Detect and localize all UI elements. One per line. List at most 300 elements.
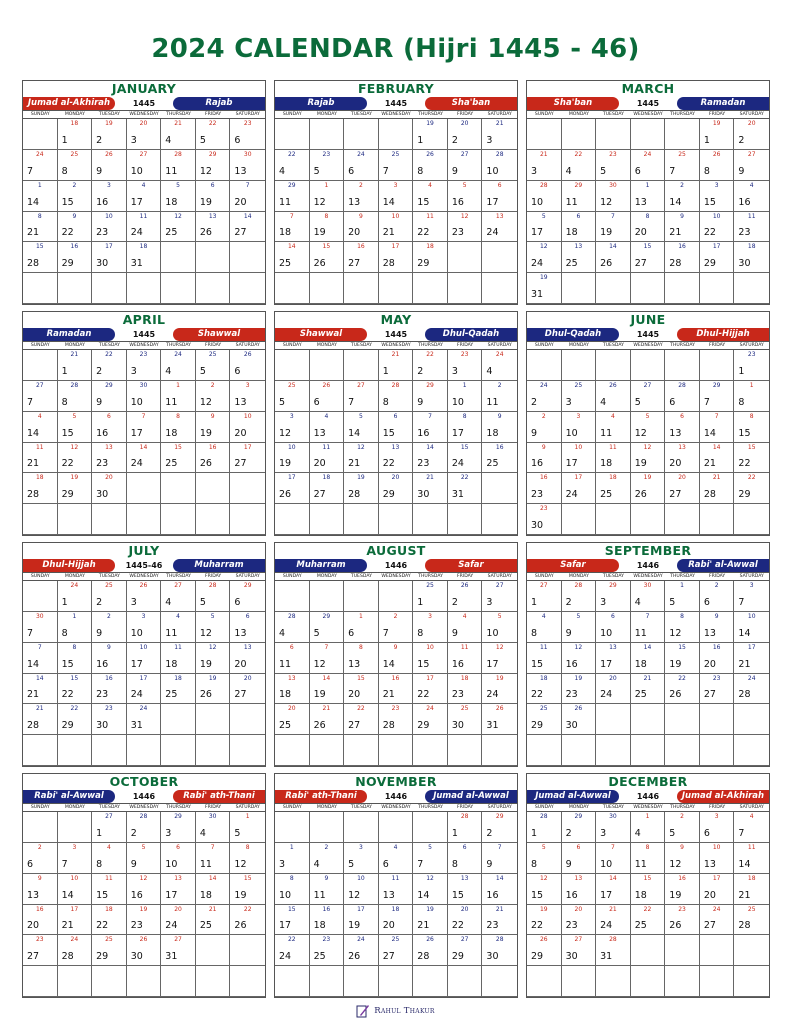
day-cell — [379, 212, 414, 243]
hijri-day: 15 — [643, 243, 652, 251]
day-cell — [344, 581, 379, 612]
weekday-label: MONDAY — [316, 112, 337, 117]
hijri-day: 3 — [393, 181, 398, 189]
day-cell — [92, 150, 127, 181]
hijri-day: 14 — [322, 674, 331, 682]
weekday-label: TUESDAY — [602, 805, 624, 810]
day-cell — [58, 504, 93, 535]
hijri-day: 24 — [747, 674, 756, 682]
hijri-day: 6 — [245, 612, 250, 620]
gregorian-day: 23 — [738, 227, 751, 239]
day-cell — [161, 181, 196, 212]
gregorian-day: 9 — [738, 165, 745, 177]
gregorian-day: 5 — [199, 134, 206, 146]
gregorian-day: 28 — [348, 489, 361, 501]
day-cell — [196, 581, 231, 612]
day-cell — [665, 735, 700, 766]
day-cell — [161, 581, 196, 612]
day-cell — [127, 874, 162, 905]
hijri-day: 1 — [324, 181, 329, 189]
gregorian-day: 15 — [531, 889, 544, 901]
day-cell — [58, 273, 93, 304]
day-cell — [92, 612, 127, 643]
hijri-day: 1 — [37, 181, 42, 189]
day-cell — [161, 150, 196, 181]
hijri-day: 5 — [541, 843, 546, 851]
day-cell — [344, 350, 379, 381]
weekday-label: THURSDAY — [418, 343, 443, 348]
day-cell — [275, 643, 310, 674]
day-cell — [734, 181, 769, 212]
hijri-day: 9 — [107, 643, 111, 651]
hijri-day: 26 — [495, 705, 504, 713]
day-cell — [196, 966, 231, 997]
hijri-day: 4 — [176, 612, 180, 620]
day-cell — [275, 735, 310, 766]
hijri-day: 13 — [105, 443, 113, 451]
hijri-day: 12 — [426, 874, 434, 882]
hijri-day: 29 — [574, 813, 583, 820]
day-cell — [562, 381, 597, 412]
day-cell — [230, 966, 265, 997]
hijri-day: 1 — [645, 181, 650, 189]
gregorian-day: 18 — [600, 458, 613, 470]
hijri-day: 25 — [287, 381, 296, 389]
hijri-month-right: Rabi' al-Awwal — [677, 559, 769, 572]
hijri-day: 21 — [208, 905, 217, 913]
day-cell — [527, 812, 562, 843]
gregorian-day: 23 — [486, 920, 499, 932]
month-name: MAY — [380, 312, 412, 327]
gregorian-day: 15 — [61, 658, 74, 670]
gregorian-day: 22 — [531, 920, 544, 932]
day-cell — [310, 443, 345, 474]
gregorian-day: 13 — [348, 658, 361, 670]
gregorian-day: 12 — [199, 627, 212, 639]
gregorian-day: 28 — [738, 920, 751, 932]
gregorian-day: 6 — [348, 627, 355, 639]
hijri-day: 4 — [37, 412, 42, 420]
day-cell — [344, 843, 379, 874]
gregorian-day: 22 — [417, 689, 430, 701]
day-cell — [275, 612, 310, 643]
day-cell — [700, 643, 735, 674]
day-cell — [379, 119, 414, 150]
day-cell — [413, 150, 448, 181]
day-cell — [379, 412, 414, 443]
day-cell — [196, 212, 231, 243]
day-cell — [379, 150, 414, 181]
day-cell — [665, 874, 700, 905]
gregorian-day: 14 — [27, 658, 40, 670]
page-title: 2024 CALENDAR (Hijri 1445 - 46) — [151, 34, 640, 64]
hijri-day: 15 — [643, 874, 652, 882]
day-cell — [562, 504, 597, 535]
day-cell — [734, 350, 769, 381]
gregorian-day: 31 — [451, 489, 464, 501]
hijri-day: 3 — [141, 612, 146, 620]
hijri-day: 6 — [576, 843, 581, 851]
day-cell — [23, 905, 58, 936]
day-cell — [482, 273, 517, 304]
gregorian-day: 11 — [313, 889, 326, 901]
hijri-day: 19 — [70, 474, 79, 482]
gregorian-day: 30 — [738, 258, 751, 270]
hijri-day: 15 — [174, 443, 182, 451]
gregorian-day: 14 — [61, 889, 74, 901]
month-december — [526, 773, 770, 998]
day-cell — [379, 843, 414, 874]
gregorian-day: 3 — [600, 827, 607, 839]
gregorian-day: 11 — [600, 427, 613, 439]
weekday-label: SUNDAY — [30, 574, 50, 579]
hijri-day: 2 — [210, 381, 215, 389]
day-cell — [196, 704, 231, 735]
gregorian-day: 26 — [279, 489, 292, 501]
hijri-day: 22 — [287, 150, 296, 158]
day-cell — [230, 905, 265, 936]
gregorian-day: 7 — [348, 396, 355, 408]
weekday-label: THURSDAY — [670, 112, 695, 117]
day-cell — [482, 181, 517, 212]
hijri-day: 20 — [678, 474, 686, 482]
weekday-label: SATURDAY — [487, 343, 512, 348]
weekday-label: MONDAY — [64, 805, 85, 810]
hijri-month-left: Ramadan — [23, 328, 115, 341]
day-cell — [596, 674, 631, 705]
day-cell — [596, 874, 631, 905]
day-cell — [58, 612, 93, 643]
day-cell — [665, 473, 700, 504]
gregorian-day: 5 — [669, 827, 676, 839]
gregorian-day: 11 — [199, 858, 212, 870]
hijri-day: 13 — [460, 874, 469, 882]
hijri-day: 14 — [609, 243, 617, 251]
gregorian-day: 18 — [165, 658, 178, 670]
hijri-day: 28 — [539, 813, 548, 820]
gregorian-day: 17 — [130, 427, 143, 439]
hijri-day: 29 — [712, 381, 721, 389]
day-cell — [596, 643, 631, 674]
day-cell — [700, 935, 735, 966]
gregorian-day: 25 — [313, 951, 326, 963]
day-cell — [631, 735, 666, 766]
day-cell — [344, 119, 379, 150]
day-cell — [344, 412, 379, 443]
hijri-day: 4 — [749, 181, 754, 189]
hijri-day: 1 — [176, 381, 180, 389]
day-cell — [448, 473, 483, 504]
day-cell — [665, 843, 700, 874]
gregorian-day: 22 — [61, 227, 74, 239]
gregorian-day: 26 — [669, 689, 682, 701]
day-cell — [596, 242, 631, 273]
gregorian-day: 17 — [486, 658, 499, 670]
gregorian-day: 13 — [703, 858, 716, 870]
day-cell — [127, 935, 162, 966]
hijri-day: 21 — [70, 351, 79, 358]
hijri-day: 26 — [139, 936, 148, 944]
day-cell — [413, 704, 448, 735]
gregorian-day: 1 — [96, 827, 103, 839]
gregorian-day: 18 — [565, 227, 578, 239]
months-grid — [22, 80, 770, 998]
day-cell — [631, 935, 666, 966]
gregorian-day: 3 — [279, 858, 286, 870]
day-cell — [196, 905, 231, 936]
gregorian-day: 23 — [451, 689, 464, 701]
gregorian-day: 13 — [669, 427, 682, 439]
gregorian-day: 21 — [417, 920, 430, 932]
gregorian-day: 12 — [669, 858, 682, 870]
hijri-day: 5 — [541, 212, 546, 220]
hijri-day: 24 — [357, 936, 365, 944]
hijri-day: 23 — [678, 905, 686, 913]
gregorian-day: 31 — [130, 720, 143, 732]
gregorian-day: 15 — [96, 889, 109, 901]
day-cell — [275, 843, 310, 874]
day-cell — [562, 212, 597, 243]
hijri-year: 1446 — [636, 561, 660, 570]
hijri-day: 7 — [245, 181, 250, 189]
day-cell — [562, 874, 597, 905]
hijri-day: 28 — [287, 612, 296, 620]
gregorian-day: 13 — [234, 396, 247, 408]
day-cell — [23, 735, 58, 766]
gregorian-day: 5 — [313, 165, 320, 177]
day-cell — [379, 181, 414, 212]
day-cell — [58, 181, 93, 212]
weekday-label: TUESDAY — [98, 112, 120, 117]
gregorian-day: 30 — [417, 489, 430, 501]
day-cell — [92, 181, 127, 212]
day-cell — [631, 643, 666, 674]
gregorian-day: 11 — [634, 858, 647, 870]
hijri-day: 11 — [747, 212, 756, 220]
hijri-day: 21 — [426, 474, 434, 482]
hijri-day: 20 — [139, 120, 148, 127]
hijri-month-bar — [275, 97, 517, 110]
day-cell — [631, 381, 666, 412]
gregorian-day: 25 — [279, 720, 292, 732]
gregorian-day: 21 — [382, 227, 395, 239]
hijri-day: 9 — [324, 874, 329, 882]
hijri-day: 9 — [359, 212, 363, 220]
day-cell — [448, 504, 483, 535]
hijri-day: 27 — [460, 150, 469, 158]
gregorian-day: 16 — [451, 658, 464, 670]
day-cell — [310, 812, 345, 843]
gregorian-day: 17 — [565, 458, 578, 470]
hijri-day: 19 — [495, 674, 504, 682]
day-cell — [448, 119, 483, 150]
hijri-day: 15 — [747, 443, 756, 451]
weekday-label: SATURDAY — [739, 574, 764, 579]
day-cell — [562, 443, 597, 474]
day-cell — [596, 212, 631, 243]
gregorian-day: 11 — [565, 196, 578, 208]
day-cell — [23, 966, 58, 997]
hijri-day: 25 — [574, 381, 583, 389]
hijri-day: 23 — [243, 120, 252, 127]
day-cell — [631, 812, 666, 843]
hijri-day: 7 — [611, 843, 615, 851]
days-grid — [275, 119, 517, 304]
hijri-day: 24 — [495, 351, 504, 358]
hijri-day: 8 — [37, 212, 42, 220]
day-cell — [631, 473, 666, 504]
day-cell — [58, 473, 93, 504]
day-cell — [127, 150, 162, 181]
gregorian-day: 4 — [199, 827, 206, 839]
gregorian-day: 14 — [348, 427, 361, 439]
gregorian-day: 19 — [199, 196, 212, 208]
gregorian-day: 2 — [486, 827, 493, 839]
gregorian-day: 15 — [417, 658, 430, 670]
day-cell — [344, 674, 379, 705]
day-cell — [344, 905, 379, 936]
day-cell — [344, 704, 379, 735]
hijri-day: 28 — [391, 381, 400, 389]
gregorian-day: 27 — [669, 489, 682, 501]
day-cell — [379, 581, 414, 612]
hijri-day: 2 — [37, 843, 42, 851]
day-cell — [127, 905, 162, 936]
hijri-day: 3 — [576, 412, 581, 420]
hijri-day: 15 — [35, 243, 44, 251]
day-cell — [127, 674, 162, 705]
hijri-day: 2 — [541, 412, 546, 420]
day-cell — [665, 643, 700, 674]
gregorian-day: 25 — [165, 458, 178, 470]
gregorian-day: 14 — [27, 427, 40, 439]
day-cell — [92, 674, 127, 705]
gregorian-day: 31 — [600, 951, 613, 963]
day-cell — [631, 674, 666, 705]
day-cell — [275, 874, 310, 905]
weekday-label: THURSDAY — [166, 805, 191, 810]
day-cell — [230, 812, 265, 843]
gregorian-day: 5 — [234, 827, 241, 839]
hijri-day: 12 — [174, 212, 182, 220]
hijri-day: 5 — [72, 412, 77, 420]
weekday-label: FRIDAY — [205, 112, 222, 117]
day-cell — [413, 843, 448, 874]
gregorian-day: 20 — [348, 689, 361, 701]
gregorian-day: 6 — [703, 596, 710, 608]
day-cell — [23, 612, 58, 643]
hijri-day: 19 — [539, 274, 548, 282]
days-grid — [275, 350, 517, 535]
day-cell — [230, 674, 265, 705]
gregorian-day: 21 — [27, 458, 40, 470]
hijri-day: 22 — [357, 705, 365, 713]
day-cell — [482, 643, 517, 674]
day-cell — [161, 674, 196, 705]
day-cell — [527, 643, 562, 674]
hijri-day: 8 — [359, 643, 363, 651]
weekday-header — [23, 341, 265, 350]
gregorian-day: 10 — [279, 889, 292, 901]
hijri-day: 10 — [357, 874, 365, 882]
day-cell — [596, 966, 631, 997]
hijri-day: 29 — [495, 813, 504, 820]
day-cell — [310, 874, 345, 905]
gregorian-day: 4 — [165, 365, 172, 377]
day-cell — [413, 504, 448, 535]
month-march — [526, 80, 770, 305]
hijri-day: 9 — [72, 212, 77, 220]
hijri-day: 26 — [139, 582, 148, 589]
weekday-label: WEDNESDAY — [381, 112, 411, 117]
day-cell — [482, 350, 517, 381]
day-cell — [58, 581, 93, 612]
hijri-day: 24 — [539, 381, 548, 389]
hijri-day: 21 — [35, 705, 44, 713]
days-grid — [275, 812, 517, 997]
gregorian-day: 20 — [703, 889, 716, 901]
weekday-label: SATURDAY — [235, 343, 260, 348]
gregorian-day: 11 — [279, 658, 292, 670]
gregorian-day: 18 — [634, 889, 647, 901]
gregorian-day: 21 — [61, 920, 74, 932]
gregorian-day: 24 — [279, 951, 292, 963]
day-cell — [58, 381, 93, 412]
weekday-label: WEDNESDAY — [381, 343, 411, 348]
gregorian-day: 16 — [531, 458, 544, 470]
hijri-day: 19 — [357, 474, 365, 482]
gregorian-day: 3 — [130, 596, 137, 608]
day-cell — [527, 935, 562, 966]
gregorian-day: 17 — [600, 658, 613, 670]
day-cell — [413, 181, 448, 212]
day-cell — [448, 935, 483, 966]
day-cell — [596, 119, 631, 150]
day-cell — [196, 119, 231, 150]
hijri-day: 21 — [495, 120, 504, 127]
hijri-day: 3 — [714, 181, 719, 189]
day-cell — [413, 350, 448, 381]
day-cell — [527, 905, 562, 936]
day-cell — [196, 473, 231, 504]
weekday-label: FRIDAY — [709, 343, 726, 348]
day-cell — [596, 150, 631, 181]
gregorian-day: 1 — [382, 365, 389, 377]
day-cell — [23, 273, 58, 304]
hijri-day: 14 — [643, 643, 652, 651]
day-cell — [527, 412, 562, 443]
hijri-day: 9 — [393, 643, 398, 651]
day-cell — [700, 843, 735, 874]
day-cell — [413, 905, 448, 936]
hijri-day: 29 — [174, 813, 182, 820]
hijri-day: 7 — [611, 212, 615, 220]
gregorian-day: 29 — [61, 489, 74, 501]
hijri-day: 20 — [609, 674, 617, 682]
hijri-day: 13 — [609, 643, 617, 651]
hijri-day: 30 — [609, 181, 617, 189]
day-cell — [413, 273, 448, 304]
gregorian-day: 2 — [96, 596, 103, 608]
day-cell — [562, 412, 597, 443]
gregorian-day: 24 — [451, 458, 464, 470]
hijri-day: 6 — [210, 181, 215, 189]
hijri-day: 17 — [105, 243, 113, 251]
day-cell — [196, 674, 231, 705]
gregorian-day: 6 — [234, 134, 241, 146]
day-cell — [58, 843, 93, 874]
day-cell — [665, 443, 700, 474]
